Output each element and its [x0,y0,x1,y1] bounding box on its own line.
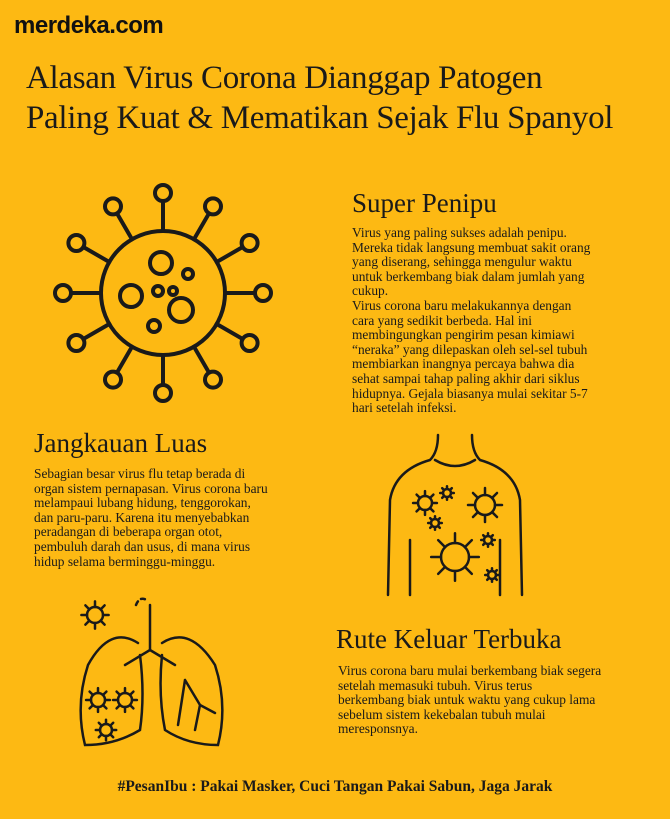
body-line: pembuluh darah dan usus, di mana virus [34,538,251,554]
body-line: Virus yang paling sukses adalah penipu. [352,225,567,240]
body-line: Virus corona baru melakukannya dengan [352,297,572,313]
body-line: hidup selama berminggu-minggu. [34,553,216,569]
section-body [34,467,268,569]
body-torso-icon [380,430,530,600]
virus-small-icon [468,488,502,522]
virus-small-icon [81,601,108,628]
virus-small-icon [440,486,454,500]
body-line: Mereka tidak langsung membuat sakit orang [352,239,591,255]
body-line: peradangan di beberapa organ otot, [34,524,223,540]
body-line: membingungkan pengirim pesan kimiawi [352,327,575,343]
body-line: melampaui lubang hidung, tenggorokan, [34,495,251,511]
virus-small-icon [481,533,495,547]
section-heading: Jangkauan Luas [34,428,208,458]
section-heading: Super Penipu [352,188,497,218]
body-line: sehat sampai tahap paling akhir dari siklus [352,370,580,386]
body-line: membiarkan inangnya percaya bahwa dia [352,356,575,372]
virus-small-icon [86,688,110,712]
virus-icon [48,178,278,408]
footer-message: #PesanIbu : Pakai Masker, Cuci Tangan Pakai Sabun, Jaga Jarak [117,778,553,795]
section-body [352,226,590,416]
section-body [338,664,601,737]
body-line: Sebagian besar virus flu tetap berada di [34,466,246,481]
body-line: setelah memasuki tubuh. Virus terus [338,677,533,693]
body-line: meresponsnya. [338,721,418,737]
body-line: yang diserang, sehingga mengulur waktu [352,254,572,270]
lungs-icon [70,595,250,755]
section-heading: Rute Keluar Terbuka [336,624,562,654]
body-line: hidupnya. Gejala biasanya mulai sekitar 5-7 [352,385,588,401]
body-line: sebelum sistem kekebalan tubuh mulai [338,706,546,722]
virus-small-icon [96,720,116,740]
body-line: cara yang sedikit berbeda. Hal ini [352,312,532,328]
body-line: hari setelah infeksi. [352,400,457,416]
virus-small-icon [431,533,479,581]
page-title [26,58,613,138]
body-line: cukup. [352,283,389,299]
virus-small-icon [485,568,499,582]
virus-small-icon [428,516,442,530]
body-line: organ sistem pernapasan. Virus corona baru [34,480,268,496]
virus-small-icon [413,491,437,515]
title-line: Paling Kuat & Mematikan Sejak Flu Spanyol [26,100,614,136]
body-line: “neraka” yang dilepaskan oleh sel-sel tubuh [352,341,588,357]
virus-small-icon [113,688,137,712]
body-line: dan paru-paru. Karena itu menyebabkan [34,509,250,525]
brand-logo: merdeka.com [14,12,164,39]
title-line: Alasan Virus Corona Dianggap Patogen [26,60,543,96]
body-line: berkembang biak untuk waktu yang cukup lama [338,692,596,708]
body-line: untuk berkembang biak dalam jumlah yang [352,268,585,284]
body-line: Virus corona baru mulai berkembang biak segera [338,663,602,678]
